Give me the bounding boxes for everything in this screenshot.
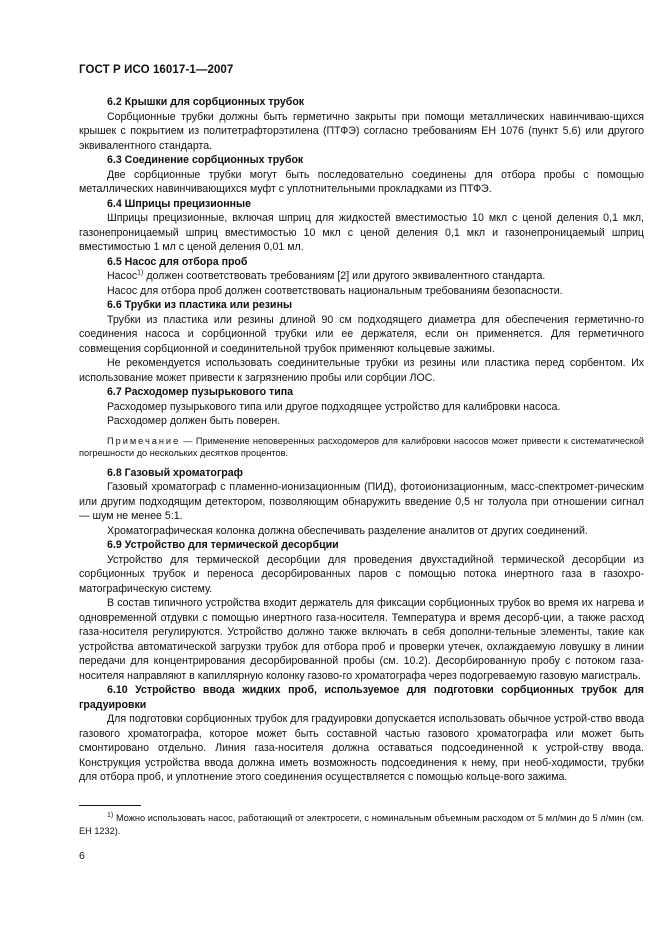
paragraph bbox=[79, 269, 644, 284]
footnote-mark: 1) bbox=[107, 811, 114, 819]
section-heading-6-10: 6.10 Устройство ввода жидких проб, используемое для подготовки сорбционных трубок для градуировки bbox=[79, 684, 644, 711]
paragraph: Шприцы прецизионные, включая шприц для жидкостей вместимостью 10 мкл с ценой деления 0,1 мкл, газонепроницаемый шприц вместимостью 10 мкл с ценой деления 0,1 мкл и газонепроницаемый шприц вместимостью 1 мл с ценой деления 0,01 мл. bbox=[79, 212, 644, 253]
section-heading-6-8: 6.8 Газовый хроматограф bbox=[107, 466, 243, 479]
footnote bbox=[79, 812, 644, 837]
footnote-ref[interactable]: 1) bbox=[137, 269, 144, 277]
paragraph: Расходомер должен быть поверен. bbox=[107, 415, 281, 427]
section-heading-6-3: 6.3 Соединение сорбционных трубок bbox=[107, 154, 304, 166]
document-body bbox=[79, 95, 644, 785]
note bbox=[79, 435, 644, 460]
text-run: должен соответствовать требованиям [2] или другого эквивалентного стандарта. bbox=[143, 270, 546, 282]
section-heading-6-2: 6.2 Крышки для сорбционных трубок bbox=[107, 96, 305, 108]
paragraph: В состав типичного устройства входит держатель для фиксации сорбционных трубок во время их нагрева и одновременной отдувки с помощью инертного газа-носителя. Температура и время десорб-ции, а также расход газа-носителя регулируются. Устройство должно также включать в себя дополни-тельные элементы, такие как устройства автоматической загрузки трубок для отбора проб и проверки утечек, охлаждаемую ловушку в линии передачи для концентрирования десорбированной пробы (см. 10.2). Десорбированную пробу с потоком газа-носителя направляют в капиллярную колонку газово-го хроматографа через подогреваемую газовую магистраль. bbox=[79, 597, 644, 682]
paragraph: Не рекомендуется использовать соединительные трубки из резины или пластика перед сорбентом. Их использование может привести к загрязнению пробы или сорбции ЛОС. bbox=[79, 357, 644, 384]
paragraph: Две сорбционные трубки могут быть последовательно соединены для отбора пробы с помощью металлических навинчивающихся муфт с уплотнительными прокладками из ПТФЭ. bbox=[79, 168, 644, 195]
paragraph: Хроматографическая колонка должна обеспечивать разделение аналитов от других соединений. bbox=[107, 524, 588, 537]
paragraph: Расходомер пузырькового типа или другое подходящее устройство для калибровки насоса. bbox=[107, 400, 561, 413]
paragraph: Для подготовки сорбционных трубок для градуировки допускается использовать обычное устрой-ство ввода газового хроматографа, которое может быть составной частью газового хроматографа или может быть смонтировано отдельно. Линия газа-носителя должна оставаться подсоединенной к устрой-ству ввода. Конструкция устройства ввода должна иметь возможность подсоединения к нему, при необ-ходимости, трубки для отбора проб, и уплотнение этого соединения осуществляется с помощью кольце-вого зажима. bbox=[79, 713, 644, 783]
paragraph: Сорбционные трубки должны быть герметично закрыты при помощи металлических навинчиваю-щихся крышек с покрытием из политетрафторэтилена (ПТФЭ) согласно требованиям ЕН 1076 (пункт 5.6) или другого эквивалентного стандарта. bbox=[79, 110, 644, 152]
note-text: — Применение неповеренных расходомеров для калибровки насосов может привести к систематической погрешности до нескольких десятков процентов. bbox=[79, 435, 644, 458]
note-label: Примечание bbox=[107, 435, 181, 446]
paragraph: Устройство для термической десорбции для проведения двухстадийной термической десорбции из сорбционных трубок и переноса десорбированных паров с помощью потока инертного газа в газохро-матографическую систему. bbox=[79, 553, 644, 595]
section-heading-6-9: 6.9 Устройство для термической десорбции bbox=[107, 539, 339, 551]
section-heading-6-7: 6.7 Расходомер пузырькового типа bbox=[107, 386, 294, 398]
section-heading-6-4: 6.4 Шприцы прецизионные bbox=[107, 197, 251, 210]
page-number: 6 bbox=[79, 850, 85, 862]
paragraph: Газовый хроматограф с пламенно-ионизационным (ПИД), фотоионизационным, масс-спектромет-рическим или другим подходящим детектором, позволяющим обнаружить введение 0,5 нг толуола при отношении сигнал — шум не менее 5:1. bbox=[79, 481, 644, 522]
text-run: Насос bbox=[107, 270, 138, 282]
section-heading-6-5: 6.5 Насос для отбора проб bbox=[107, 255, 248, 268]
document-header: ГОСТ Р ИСО 16017-1—2007 bbox=[79, 64, 234, 76]
paragraph: Насос для отбора проб должен соответствовать национальным требованиям безопасности. bbox=[107, 284, 563, 297]
footnote-text: Можно использовать насос, работающий от электросети, с номинальным объемным расходом от 5 мл/мин до 5 л/мин (см. ЕН 1232). bbox=[79, 813, 644, 836]
paragraph: Трубки из пластика или резины длиной 90 см подходящего диаметра для обеспечения герметично-го соединения насоса и сорбционной трубки или ее держателя, если он применяется. Для герметичного совмещения сорбционной и соединительной трубок применяют кольцевые зажимы. bbox=[79, 313, 644, 355]
footnote-divider bbox=[79, 805, 141, 806]
section-heading-6-6: 6.6 Трубки из пластика или резины bbox=[107, 299, 293, 311]
